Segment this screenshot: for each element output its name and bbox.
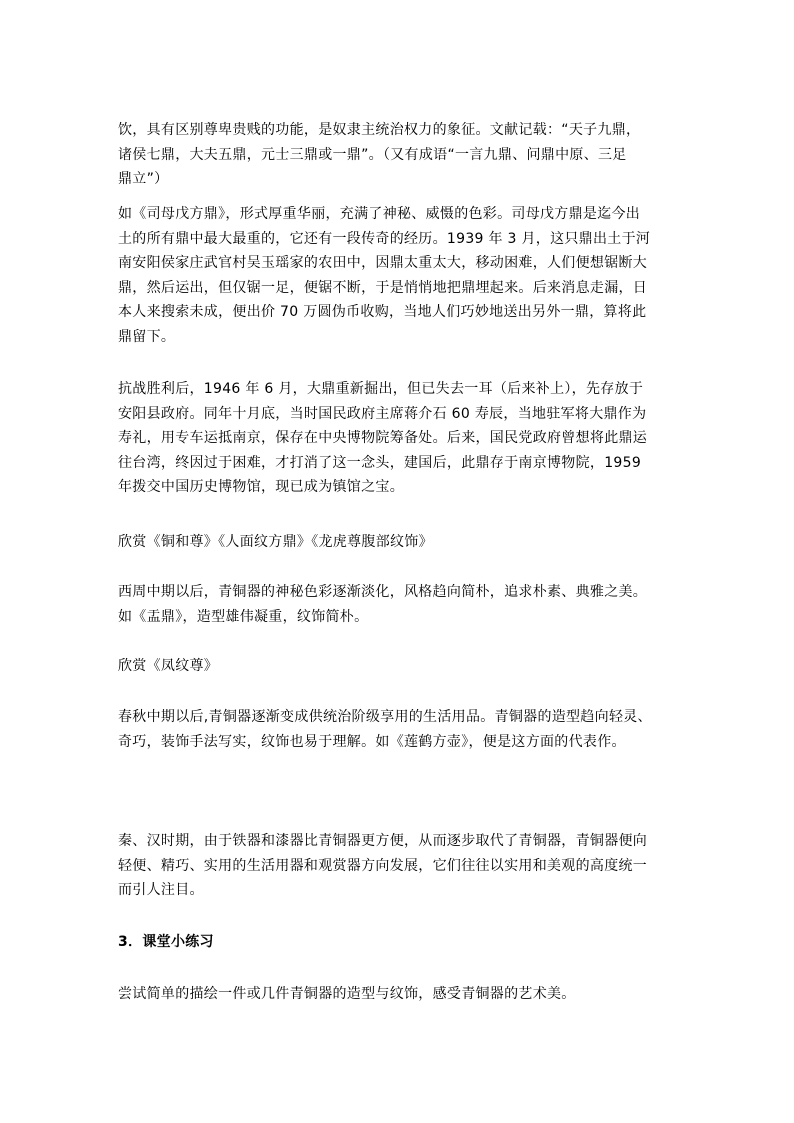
text-line: 而引人注目。	[118, 882, 204, 898]
text-line: 轻便、精巧、实用的生活用器和观赏器方向发展，它们往往以实用和美观的高度统一	[118, 857, 648, 874]
paragraph-simuwu-ding	[118, 202, 688, 349]
text-line: 鼎立”）	[118, 171, 169, 187]
text-line: 3．课堂小练习	[118, 934, 214, 950]
text-line: 欣赏《凤纹尊》	[118, 658, 219, 674]
text-line: 尝试简单的描绘一件或几件青铜器的造型与纹饰，感受青铜器的艺术美。	[118, 986, 576, 1002]
paragraph-after-war	[118, 377, 688, 500]
text-line: 欣赏《铜和尊》《人面纹方鼎》《龙虎尊腹部纹饰》	[118, 534, 433, 550]
text-line: 南安阳侯家庄武官村吴玉瑶家的农田中，因鼎太重太大，移动困难，人们便想锯断大	[118, 255, 648, 271]
paragraph-intro-continued	[118, 118, 688, 192]
paragraph-appreciate-1	[118, 530, 688, 555]
paragraph-appreciate-2	[118, 654, 688, 679]
text-line: 诸侯七鼎，大夫五鼎，元士三鼎或一鼎”。（又有成语“一言九鼎、问鼎中原、三足	[118, 146, 627, 163]
text-line: 往台湾，终因过于困难，才打消了这一念头，建国后，此鼎存于南京博物院，1959	[118, 454, 642, 471]
paragraph-western-zhou	[118, 580, 688, 629]
text-line: 西周中期以后，青铜器的神秘色彩逐渐淡化，风格趋向简朴，追求朴素、典雅之美。	[118, 584, 648, 600]
text-line: 饮，具有区别尊卑贵贱的功能，是奴隶主统治权力的象征。文献记载：“天子九鼎，	[118, 122, 641, 138]
text-line: 奇巧，装饰手法写实，纹饰也易于理解。如《莲鹤方壶》，便是这方面的代表作。	[118, 733, 626, 750]
text-line: 寿礼，用专车运抵南京，保存在中央博物院筹备处。后来，国民党政府曾想将此鼎运	[118, 430, 648, 446]
section-heading-exercise	[118, 930, 688, 955]
text-line: 年拨交中国历史博物馆，现已成为镇馆之宝。	[118, 479, 404, 495]
text-line: 如《盂鼎》，造型雄伟凝重，纹饰简朴。	[118, 608, 369, 625]
paragraph-exercise	[118, 982, 688, 1007]
text-line: 如《司母戊方鼎》，形式厚重华丽，充满了神秘、威慑的色彩。司母戊方鼎是迄今出	[118, 206, 641, 222]
text-line: 鼎，然后运出，但仅锯一足，便锯不断，于是悄悄地把鼎埋起来。后来消息走漏，日	[118, 279, 648, 296]
paragraph-qin-han	[118, 829, 688, 903]
paragraph-spring-autumn	[118, 705, 688, 754]
text-line: 鼎留下。	[118, 328, 176, 345]
text-line: 春秋中期以后,青铜器逐渐变成供统治阶级享用的生活用品。青铜器的造型趋向轻灵、	[118, 709, 652, 725]
text-line: 安阳县政府。同年十月底，当时国民政府主席蒋介石 60 寿辰，当地驻军将大鼎作为	[118, 405, 647, 422]
text-line: 本人来搜索未成，便出价 70 万圆伪币收购，当地人们巧妙地送出另外一鼎，算将此	[118, 304, 647, 320]
text-line: 抗战胜利后，1946 年 6 月，大鼎重新掘出，但已失去一耳（后来补上），先存放于	[118, 381, 644, 397]
text-line: 秦、汉时期，由于铁器和漆器比青铜器更方便，从而逐步取代了青铜器，青铜器便向	[118, 833, 648, 849]
text-line: 土的所有鼎中最大最重的，它还有一段传奇的经历。1939 年 3 月，这只鼎出土于河	[118, 230, 651, 247]
